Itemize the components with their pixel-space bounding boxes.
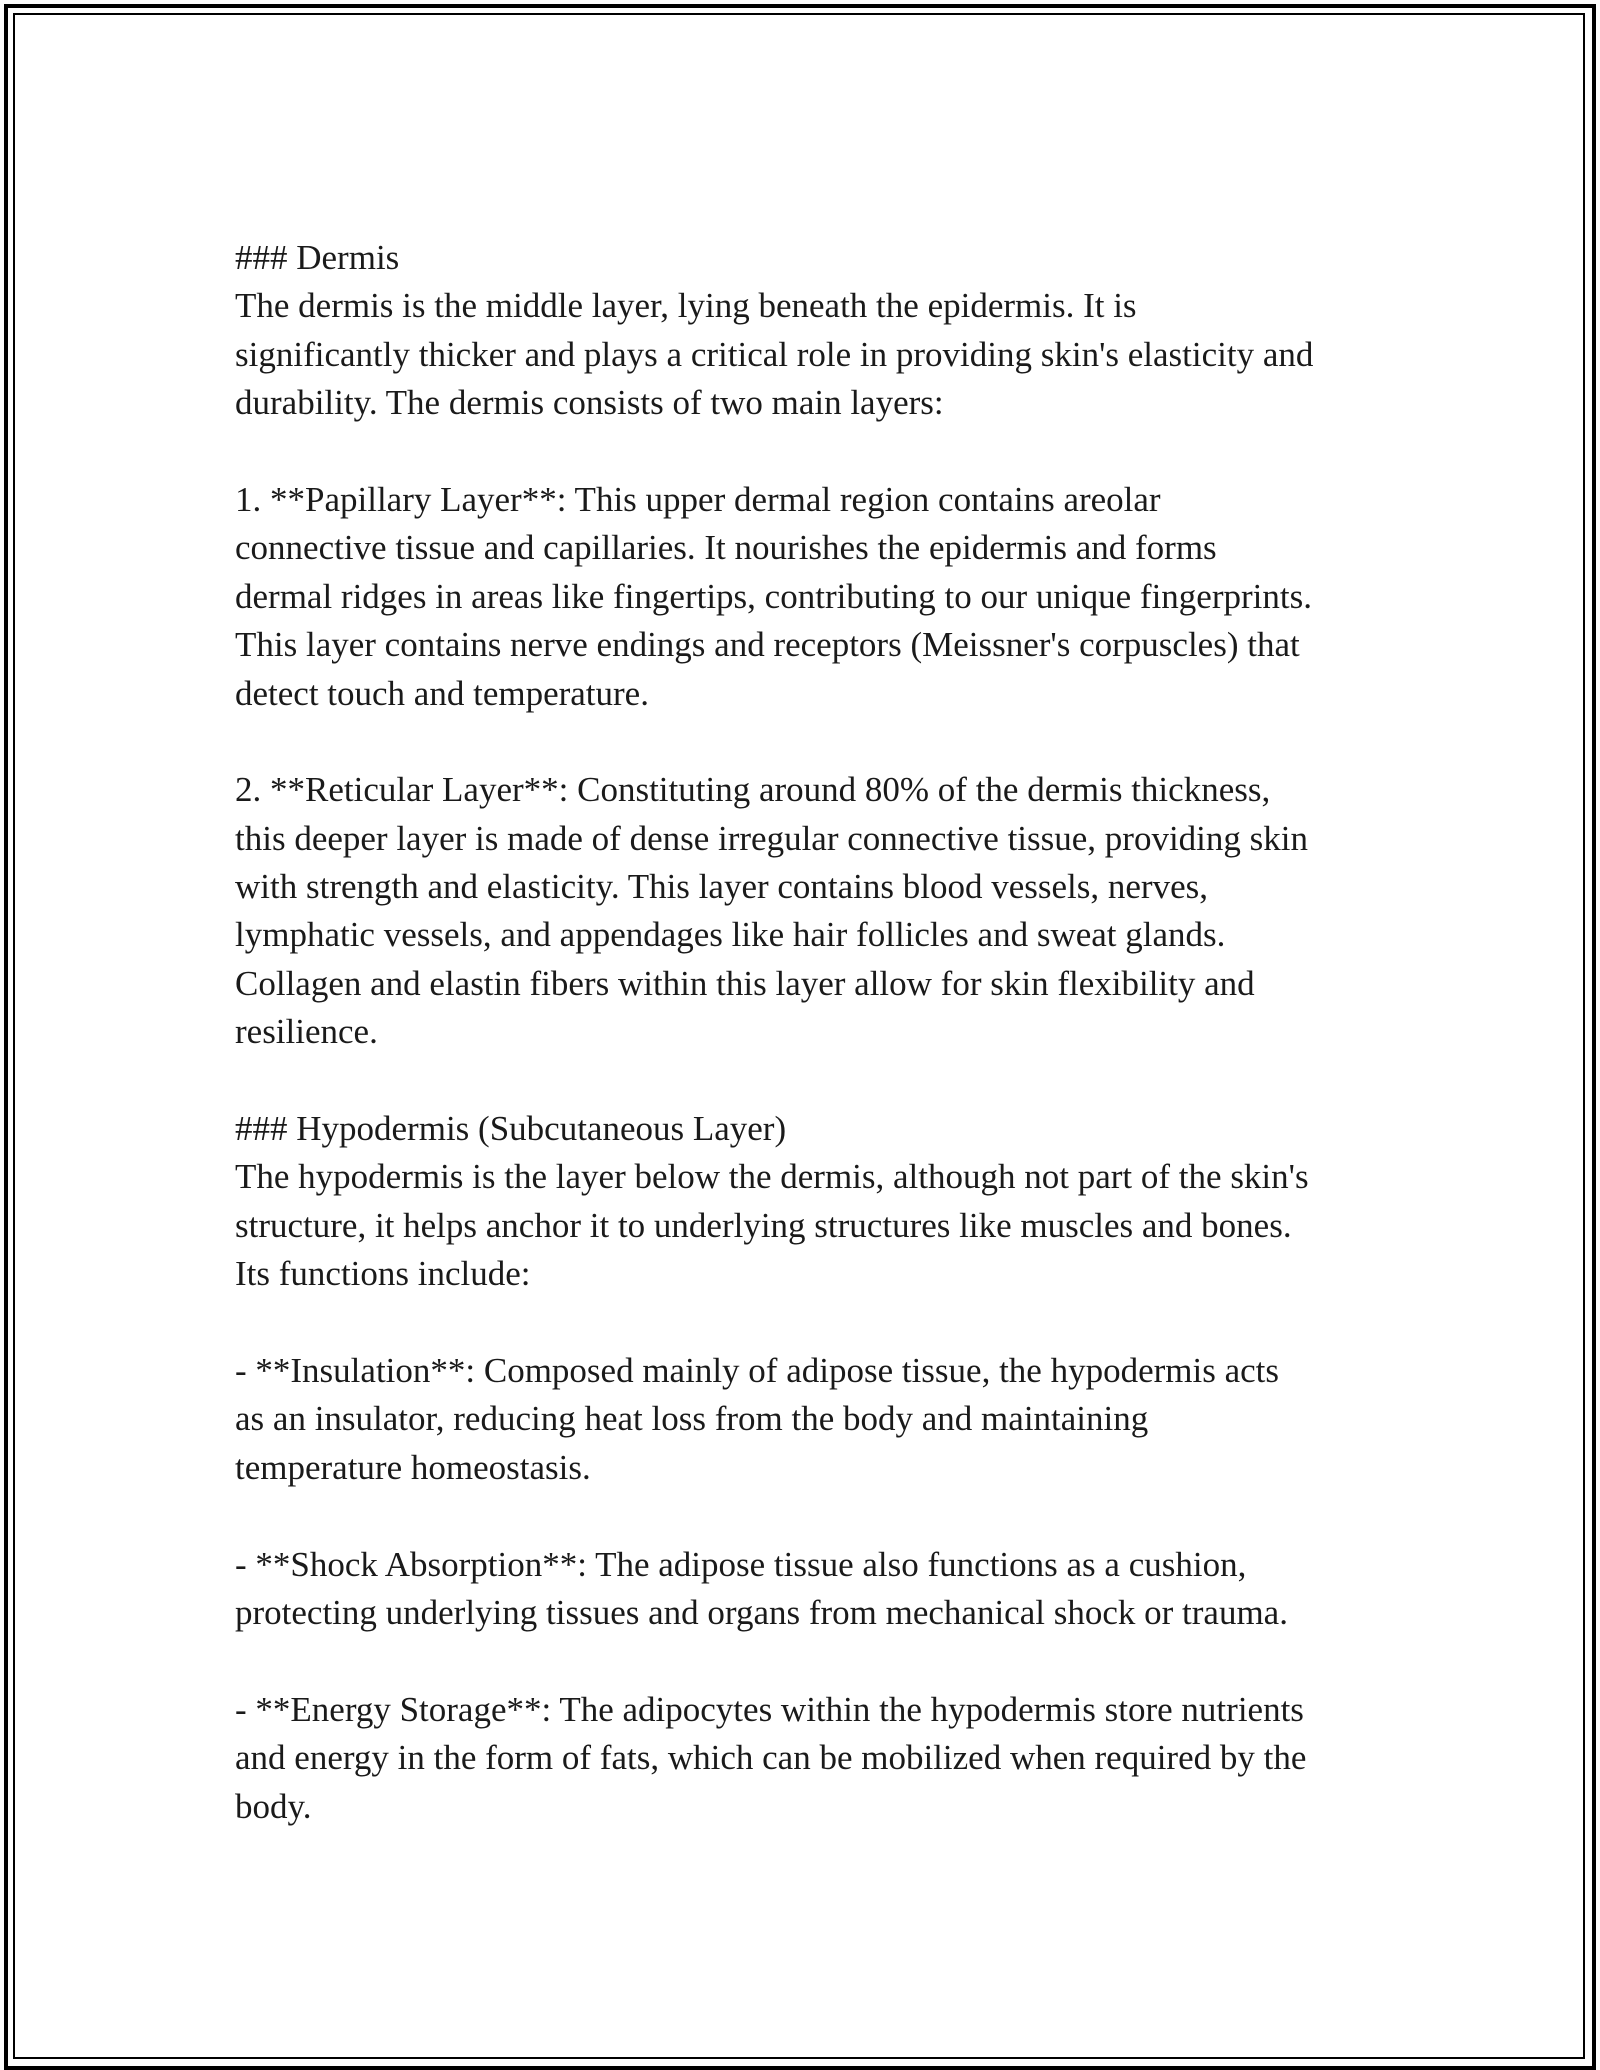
spacer <box>235 1057 1395 1105</box>
paragraph-line: protecting underlying tissues and organs from mechanical shock or trauma. <box>235 1592 1288 1632</box>
papillary-layer-paragraph <box>235 476 1395 718</box>
paragraph-line: - **Energy Storage**: The adipocytes within the hypodermis store nutrients <box>235 1689 1304 1729</box>
paragraph-line: The dermis is the middle layer, lying beneath the epidermis. It is <box>235 286 1137 326</box>
paragraph-line: The hypodermis is the layer below the dermis, although not part of the skin's <box>235 1157 1309 1197</box>
paragraph-line: body. <box>235 1786 312 1826</box>
paragraph-line: and energy in the form of fats, which can be mobilized when required by the <box>235 1738 1307 1778</box>
document-body <box>235 234 1395 1831</box>
insulation-list-item <box>235 1347 1395 1492</box>
paragraph-line: with strength and elasticity. This layer contains blood vessels, nerves, <box>235 867 1208 907</box>
spacer <box>235 1492 1395 1540</box>
paragraph-line: significantly thicker and plays a critical role in providing skin's elasticity and <box>235 334 1314 374</box>
dermis-heading: ### Dermis <box>235 238 400 277</box>
paragraph-line: This layer contains nerve endings and receptors (Meissner's corpuscles) that <box>235 625 1300 665</box>
paragraph-line: lymphatic vessels, and appendages like hair follicles and sweat glands. <box>235 915 1226 955</box>
energy-storage-list-item <box>235 1686 1395 1831</box>
reticular-layer-paragraph <box>235 766 1395 1056</box>
spacer <box>235 428 1395 476</box>
paragraph-line: this deeper layer is made of dense irregular connective tissue, providing skin <box>235 818 1309 858</box>
paragraph-line: Collagen and elastin fibers within this layer allow for skin flexibility and <box>235 963 1255 1003</box>
hypodermis-intro-paragraph <box>235 1153 1395 1298</box>
spacer <box>235 1299 1395 1347</box>
paragraph-line: connective tissue and capillaries. It nourishes the epidermis and forms <box>235 528 1217 568</box>
paragraph-line: structure, it helps anchor it to underlying structures like muscles and bones. <box>235 1205 1292 1245</box>
paragraph-line: detect touch and temperature. <box>235 673 649 713</box>
paragraph-line: resilience. <box>235 1012 378 1052</box>
paragraph-line: durability. The dermis consists of two main layers: <box>235 383 944 423</box>
hypodermis-heading: ### Hypodermis (Subcutaneous Layer) <box>235 1109 787 1149</box>
paragraph-line: as an insulator, reducing heat loss from the body and maintaining <box>235 1399 1149 1439</box>
dermis-intro-paragraph <box>235 282 1395 427</box>
paragraph-line: dermal ridges in areas like fingertips, contributing to our unique fingerprints. <box>235 576 1312 616</box>
paragraph-line: - **Insulation**: Composed mainly of adipose tissue, the hypodermis acts <box>235 1350 1280 1390</box>
spacer <box>235 1637 1395 1685</box>
paragraph-line: 2. **Reticular Layer**: Constituting around 80% of the dermis thickness, <box>235 770 1271 810</box>
shock-absorption-list-item <box>235 1541 1395 1638</box>
paragraph-line: temperature homeostasis. <box>235 1447 591 1487</box>
paragraph-line: 1. **Papillary Layer**: This upper dermal region contains areolar <box>235 479 1161 519</box>
paragraph-line: - **Shock Absorption**: The adipose tissue also functions as a cushion, <box>235 1544 1247 1584</box>
spacer <box>235 718 1395 766</box>
paragraph-line: Its functions include: <box>235 1254 531 1294</box>
